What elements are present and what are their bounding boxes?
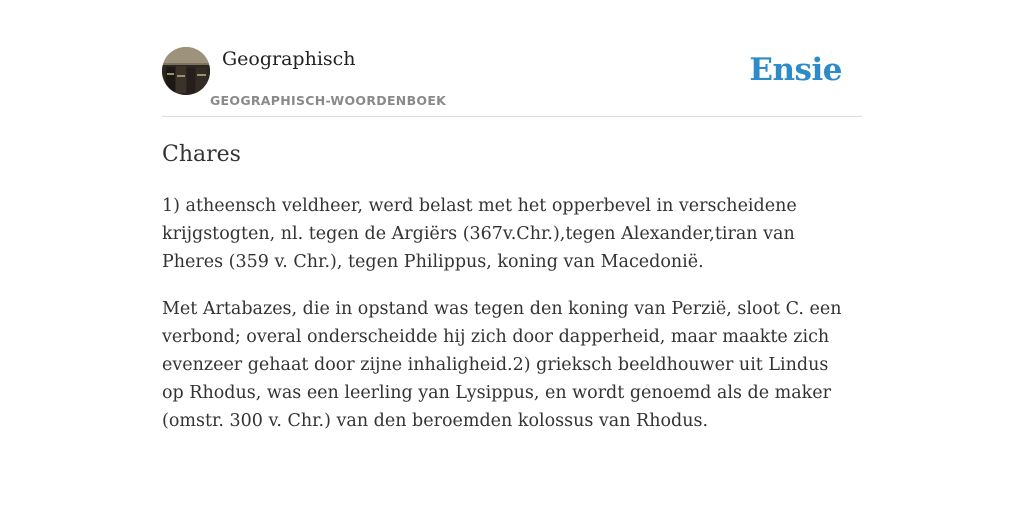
entry-paragraph: 1) atheensch veldheer, werd belast met het opperbevel in verscheidene krijgstogten, nl. tegen de Argiërs (367v.Chr.),tegen Alexander,tiran van Pheres (359 v. Chr.), tegen Philippus, koning van Macedonië.	[162, 196, 797, 272]
header	[162, 46, 862, 117]
old-books-icon	[162, 47, 210, 95]
entry-body	[162, 192, 842, 454]
entry-paragraph: Met Artabazes, die in opstand was tegen den koning van Perzië, sloot C. een verbond; overal onderscheidde hij zich door dapperheid, maar maakte zich evenzeer gehaat door zijne inhaligheid.2) grieksch beeldhouwer uit Lindus op Rhodus, was een leerling yan Lysippus, en wordt genoemd als de maker (omstr. 300 v. Chr.) van den beroemden kolossus van Rhodus.	[162, 299, 842, 431]
ensie-logo[interactable]: Ensie	[749, 52, 842, 88]
book-title[interactable]: Geographisch	[222, 48, 356, 70]
book-avatar-icon[interactable]	[162, 47, 210, 95]
book-slug[interactable]: GEOGRAPHISCH-WOORDENBOEK	[210, 93, 447, 108]
entry-term: Chares	[162, 142, 241, 167]
